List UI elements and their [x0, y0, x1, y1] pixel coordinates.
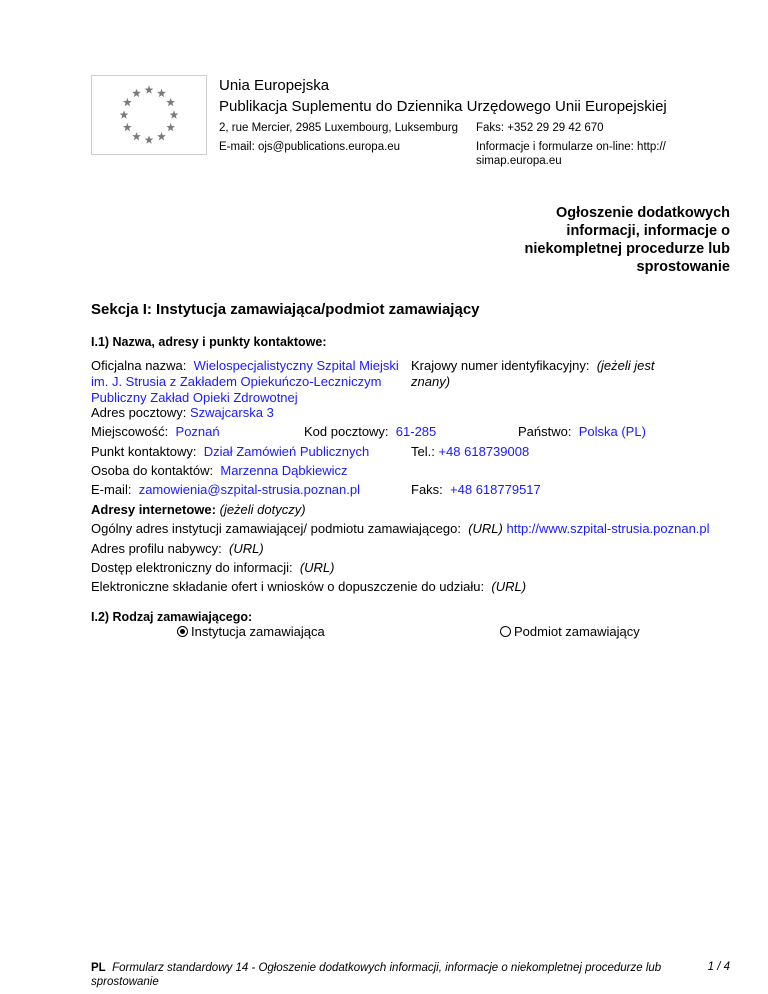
eu-flag-stars-icon [91, 75, 207, 155]
official-name [91, 358, 406, 406]
online-info-line2: simap.europa.eu [476, 155, 562, 167]
url-tag: (URL) [229, 541, 264, 556]
contact-email [91, 482, 360, 498]
national-id [411, 358, 681, 390]
contact-point [91, 444, 369, 460]
star-icon [145, 85, 154, 93]
city-label: Miejscowość: [91, 424, 169, 439]
org-name: Unia Europejska [219, 77, 330, 94]
electronic-access [91, 560, 335, 576]
telephone [411, 444, 529, 460]
publication-title: Publikacja Suplementu do Dziennika Urzędowego Unii Europejskiej [219, 98, 667, 115]
official-name-value-line1: Wielospecjalistyczny Szpital Miejski [193, 358, 399, 373]
url-tag: (URL) [491, 579, 527, 594]
general-address-label: Ogólny adres instytucji zamawiającej/ podmiotu zamawiającego: [91, 521, 461, 536]
contact-fax [411, 482, 541, 498]
postcode-value: 61-285 [395, 424, 437, 439]
star-icon [166, 98, 175, 106]
official-name-value-line2: im. J. Strusia z Zakładem Opiekuńczo-Leczniczym [91, 374, 382, 389]
radio-contracting-authority-label: Instytucja zamawiająca [191, 624, 325, 639]
fax-value: +48 618779517 [450, 482, 541, 497]
i1-heading: I.1) Nazwa, adresy i punkty kontaktowe: [91, 335, 327, 349]
radio-contracting-entity[interactable] [500, 624, 640, 640]
contact-point-value: Dział Zamówień Publicznych [203, 444, 370, 459]
star-icon [123, 123, 132, 131]
radio-contracting-entity-label: Podmiot zamawiający [514, 624, 640, 639]
star-icon [120, 110, 129, 118]
radio-contracting-authority[interactable] [177, 624, 325, 640]
fax-label: Faks: [411, 482, 443, 497]
star-icon [132, 89, 141, 97]
publisher-fax: Faks: +352 29 29 42 670 [476, 122, 604, 134]
footer-text: Formularz standardowy 14 - Ogłoszenie dodatkowych informacji, informacje o niekompletnej procedurze lub [112, 962, 662, 974]
postal-address [91, 405, 274, 421]
country [518, 424, 646, 440]
internet-label: Adresy internetowe: [91, 502, 216, 517]
star-icon [166, 123, 175, 131]
radio-selected-icon[interactable] [177, 626, 188, 637]
contact-person-label: Osoba do kontaktów: [91, 463, 214, 478]
star-icon [145, 135, 154, 143]
star-icon [123, 98, 132, 106]
notice-title [470, 204, 730, 276]
url-tag: (URL) [468, 521, 503, 536]
buyer-profile-label: Adres profilu nabywcy: [91, 541, 222, 556]
internet-note: (jeżeli dotyczy) [219, 502, 306, 517]
national-id-label: Krajowy numer identyfikacyjny: [411, 358, 590, 373]
publisher-email: E-mail: ojs@publications.europa.eu [219, 141, 401, 153]
official-name-label: Oficjalna nazwa: [91, 358, 187, 373]
postcode-label: Kod pocztowy: [304, 424, 389, 439]
official-name-value-line3: Publiczny Zakład Opieki Zdrowotnej [91, 390, 298, 405]
postal-value: Szwajcarska 3 [190, 405, 274, 420]
page-number: 1 / 4 [707, 961, 730, 973]
footer [91, 961, 681, 989]
contact-point-label: Punkt kontaktowy: [91, 444, 197, 459]
url-tag: (URL) [299, 560, 335, 575]
country-value: Polska (PL) [578, 424, 646, 439]
contact-person-value: Marzenna Dąbkiewicz [220, 463, 348, 478]
star-icon [170, 110, 179, 118]
city [91, 424, 220, 440]
postcode [304, 424, 436, 440]
internet-addresses [91, 502, 306, 518]
radio-unselected-icon[interactable] [500, 626, 511, 637]
section-heading: Sekcja I: Instytucja zamawiająca/podmiot zamawiający [91, 301, 480, 318]
country-label: Państwo: [518, 424, 572, 439]
national-id-note: (jeżeli jest [596, 358, 655, 373]
email-link[interactable]: zamowienia@szpital-strusia.poznan.pl [138, 482, 360, 497]
general-address-link[interactable]: http://www.szpital-strusia.poznan.pl [506, 521, 710, 536]
buyer-profile [91, 541, 264, 557]
notice-title-line1: Ogłoszenie dodatkowych [555, 205, 730, 221]
postal-label: Adres pocztowy: [91, 405, 187, 420]
national-id-note-line2: znany) [411, 374, 451, 389]
tel-value: +48 618739008 [438, 444, 530, 459]
footer-lang: PL [91, 962, 106, 974]
email-label: E-mail: [91, 482, 132, 497]
general-address [91, 521, 710, 537]
notice-title-line4: sprostowanie [636, 259, 730, 275]
online-info-line1: Informacje i formularze on-line: http:// [476, 141, 666, 153]
star-icon [157, 89, 166, 97]
star-icon [157, 132, 166, 140]
electronic-access-label: Dostęp elektroniczny do informacji: [91, 560, 293, 575]
electronic-submission-label: Elektroniczne składanie ofert i wniosków o dopuszczenie do udziału: [91, 579, 485, 594]
notice-title-line2: informacji, informacje o [566, 223, 730, 239]
i2-heading: I.2) Rodzaj zamawiającego: [91, 610, 253, 624]
contact-person [91, 463, 348, 479]
city-value: Poznań [175, 424, 220, 439]
notice-title-line3: niekompletnej procedurze lub [524, 241, 730, 257]
tel-label: Tel.: [411, 444, 435, 459]
electronic-submission [91, 579, 526, 595]
star-icon [132, 132, 141, 140]
online-info [476, 140, 666, 168]
publisher-address: 2, rue Mercier, 2985 Luxembourg, Luksemburg [219, 122, 459, 134]
footer-text-line2: sprostowanie [91, 976, 159, 988]
